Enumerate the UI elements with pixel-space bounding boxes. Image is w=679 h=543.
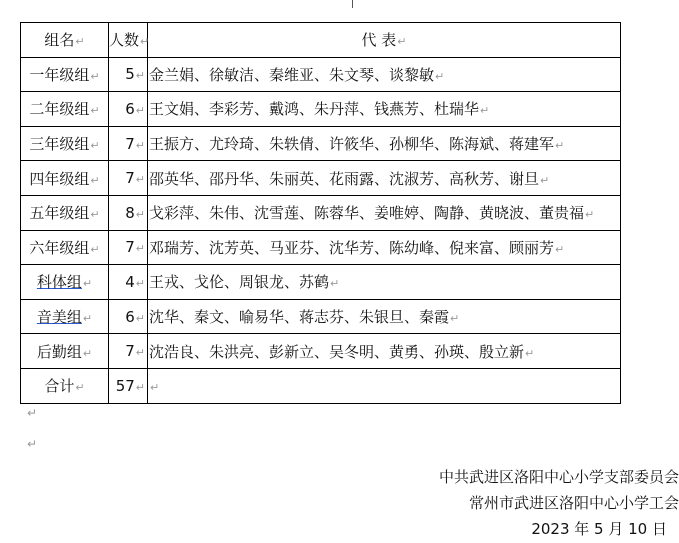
cell-end-mark: ↵ bbox=[135, 311, 145, 325]
representative-names: 王文娟、李彩芳、戴鸿、朱丹萍、钱燕芳、杜瑞华 bbox=[149, 100, 480, 119]
table-header-row bbox=[21, 23, 621, 58]
total-reps-cell[interactable] bbox=[148, 368, 621, 403]
table-row bbox=[21, 265, 621, 300]
cell-end-mark: ↵ bbox=[480, 104, 490, 118]
cell-end-mark: ↵ bbox=[90, 104, 100, 118]
text-cursor bbox=[352, 0, 353, 8]
cell-end-mark: ↵ bbox=[135, 69, 145, 83]
table-row bbox=[21, 92, 621, 127]
group-name: 五年级组 bbox=[29, 204, 90, 223]
cell-end-mark: ↵ bbox=[75, 35, 85, 49]
group-name: 四年级组 bbox=[29, 169, 90, 188]
group-cell[interactable] bbox=[21, 265, 109, 300]
member-count: 7 bbox=[125, 342, 135, 361]
total-count: 57 bbox=[115, 376, 135, 395]
cell-end-mark: ↵ bbox=[135, 276, 145, 290]
count-cell[interactable] bbox=[109, 126, 148, 161]
reps-cell[interactable] bbox=[148, 334, 621, 369]
signature-date: 2023 年 5 月 10 日 bbox=[531, 520, 667, 538]
total-label: 合计 bbox=[44, 377, 75, 396]
reps-cell[interactable] bbox=[148, 299, 621, 334]
cell-end-mark: ↵ bbox=[450, 312, 460, 326]
table-row bbox=[21, 161, 621, 196]
count-cell[interactable] bbox=[109, 230, 148, 265]
count-cell[interactable] bbox=[109, 299, 148, 334]
member-count: 7 bbox=[125, 169, 135, 188]
representatives-table bbox=[20, 22, 621, 404]
count-cell[interactable] bbox=[109, 334, 148, 369]
group-cell[interactable] bbox=[21, 334, 109, 369]
table-row bbox=[21, 230, 621, 265]
total-count-cell[interactable] bbox=[109, 368, 148, 403]
member-count: 6 bbox=[125, 307, 135, 326]
representative-names: 金兰娟、徐敏洁、秦维亚、朱文琴、谈黎敏 bbox=[149, 65, 435, 84]
group-name: 后勤组 bbox=[36, 342, 82, 361]
cell-end-mark: ↵ bbox=[90, 242, 100, 256]
cell-end-mark: ↵ bbox=[135, 207, 145, 221]
cell-end-mark: ↵ bbox=[585, 208, 595, 222]
count-cell[interactable] bbox=[109, 265, 148, 300]
member-count: 8 bbox=[125, 203, 135, 222]
reps-cell[interactable] bbox=[148, 126, 621, 161]
cell-end-mark: ↵ bbox=[150, 380, 160, 394]
member-count: 5 bbox=[125, 65, 135, 84]
header-count-cell[interactable] bbox=[109, 23, 148, 58]
cell-end-mark: ↵ bbox=[82, 312, 93, 326]
cell-end-mark: ↵ bbox=[330, 277, 340, 291]
cell-end-mark: ↵ bbox=[82, 346, 93, 360]
group-cell[interactable] bbox=[21, 161, 109, 196]
table-total-row bbox=[21, 368, 621, 403]
table-row bbox=[21, 195, 621, 230]
cell-end-mark: ↵ bbox=[135, 242, 145, 256]
cell-end-mark: ↵ bbox=[135, 346, 145, 360]
representative-names: 沈浩良、朱洪亮、彭新立、吴冬明、黄勇、孙瑛、殷立新 bbox=[149, 342, 525, 361]
cell-end-mark: ↵ bbox=[555, 242, 565, 256]
reps-cell[interactable] bbox=[148, 265, 621, 300]
header-group-cell[interactable] bbox=[21, 23, 109, 58]
cell-end-mark: ↵ bbox=[135, 380, 145, 394]
signature-org-union: 常州市武进区洛阳中心小学工会 bbox=[468, 494, 679, 512]
reps-cell[interactable] bbox=[148, 161, 621, 196]
cell-end-mark: ↵ bbox=[435, 69, 445, 83]
cell-end-mark: ↵ bbox=[75, 381, 85, 395]
count-cell[interactable] bbox=[109, 161, 148, 196]
header-group-label: 组名 bbox=[44, 31, 75, 50]
group-cell[interactable] bbox=[21, 57, 109, 92]
group-name: 科体组 bbox=[36, 273, 82, 292]
group-cell[interactable] bbox=[21, 92, 109, 127]
empty-paragraph-mark: ↵ bbox=[27, 406, 38, 420]
cell-end-mark: ↵ bbox=[555, 139, 565, 153]
table-row bbox=[21, 334, 621, 369]
group-cell[interactable] bbox=[21, 195, 109, 230]
group-cell[interactable] bbox=[21, 230, 109, 265]
representative-names: 邵英华、邵丹华、朱丽英、花雨露、沈淑芳、高秋芳、谢旦 bbox=[149, 169, 540, 188]
count-cell[interactable] bbox=[109, 57, 148, 92]
member-count: 7 bbox=[125, 238, 135, 257]
total-label-cell[interactable] bbox=[21, 368, 109, 403]
reps-cell[interactable] bbox=[148, 230, 621, 265]
empty-paragraph-mark: ↵ bbox=[27, 437, 38, 451]
group-name: 音美组 bbox=[36, 308, 82, 327]
cell-end-mark: ↵ bbox=[90, 208, 100, 222]
representative-names: 王戎、戈伦、周银龙、苏鹤 bbox=[149, 273, 330, 292]
representative-names: 王振方、尤玲琦、朱轶倩、许筱华、孙柳华、陈海斌、蒋建军 bbox=[149, 135, 555, 154]
cell-end-mark: ↵ bbox=[82, 277, 93, 291]
reps-cell[interactable] bbox=[148, 195, 621, 230]
group-name: 三年级组 bbox=[29, 135, 90, 154]
cell-end-mark: ↵ bbox=[90, 173, 100, 187]
group-cell[interactable] bbox=[21, 299, 109, 334]
cell-end-mark: ↵ bbox=[135, 103, 145, 117]
signature-org-party-committee: 中共武进区洛阳中心小学支部委员会 bbox=[438, 468, 679, 486]
header-count-label: 人数 bbox=[109, 31, 140, 50]
cell-end-mark: ↵ bbox=[90, 139, 100, 153]
cell-end-mark: ↵ bbox=[135, 173, 145, 187]
member-count: 7 bbox=[125, 134, 135, 153]
representative-names: 邓瑞芳、沈芳英、马亚芬、沈华芳、陈幼峰、倪来富、顾丽芳 bbox=[149, 238, 555, 257]
representative-names: 沈华、秦文、喻易华、蒋志芬、朱银旦、秦霞 bbox=[149, 308, 450, 327]
group-cell[interactable] bbox=[21, 126, 109, 161]
group-name: 六年级组 bbox=[29, 238, 90, 257]
cell-end-mark: ↵ bbox=[397, 35, 407, 49]
header-reps-label: 代 表 bbox=[361, 31, 397, 50]
table-row bbox=[21, 57, 621, 92]
representative-names: 戈彩萍、朱伟、沈雪莲、陈蓉华、姜唯婷、陶静、黄晓波、董贵福 bbox=[149, 204, 585, 223]
table-row bbox=[21, 126, 621, 161]
member-count: 4 bbox=[125, 272, 135, 291]
cell-end-mark: ↵ bbox=[525, 346, 535, 360]
reps-cell[interactable] bbox=[148, 92, 621, 127]
cell-end-mark: ↵ bbox=[140, 35, 150, 49]
cell-end-mark: ↵ bbox=[540, 173, 550, 187]
group-name: 二年级组 bbox=[29, 100, 90, 119]
table-row bbox=[21, 299, 621, 334]
count-cell[interactable] bbox=[109, 92, 148, 127]
member-count: 6 bbox=[125, 99, 135, 118]
reps-cell[interactable] bbox=[148, 57, 621, 92]
cell-end-mark: ↵ bbox=[90, 69, 100, 83]
header-reps-cell[interactable] bbox=[148, 23, 621, 58]
cell-end-mark: ↵ bbox=[135, 138, 145, 152]
count-cell[interactable] bbox=[109, 195, 148, 230]
group-name: 一年级组 bbox=[29, 65, 90, 84]
